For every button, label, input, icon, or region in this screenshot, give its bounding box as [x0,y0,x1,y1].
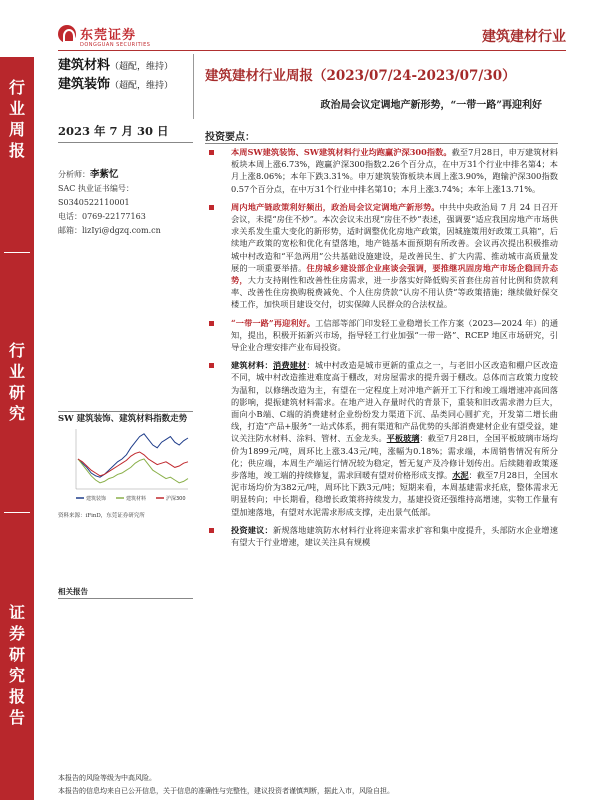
key-points [205,146,558,554]
analyst-cert-number: S0340522110001 [58,198,130,207]
series-line-1 [78,459,188,483]
sidebar-char: 研 [8,383,25,402]
related-rule [58,598,193,599]
sector-rating: （超配，维持） [110,62,174,72]
sidebar-char: 券 [8,624,25,643]
sector-name: 建筑装饰 [58,77,111,92]
sidebar-char: 业 [8,99,25,118]
sidebar-divider [4,512,30,513]
sidebar-char: 报 [8,687,25,706]
sidebar-char: 研 [8,645,25,664]
point-text: 中共中央政治局 7 月 24 日召开会议，未提“房住不炒”。本次会议未出现“房住不炒”表述，强调要“适应我国房地产市场供求关系发生重大变化的新形势，适时调整优化房地产政策，因城施策用好政策工具箱”，后续地产政策的宽松和优化有望落地，地产链基本面预期有所改善。会议再次提出积极推动城中村改造和“平急两用”公共基础设施建设，是改善民生、扩大内需、推动城市高质量发展的一项重要举措。 [231,201,558,273]
series-line-2 [78,452,188,476]
sector-rating: （超配，维持） [110,81,174,91]
point-heading: “一带一路”再迎利好。 [231,317,316,328]
topic-cement: 水泥 [452,470,469,481]
brand-logo [58,24,151,48]
sector-rating-materials [58,54,173,73]
header-rule [58,50,566,51]
point-text: 新规落地建筑防水材料行业将迎来需求扩容和集中度提升，头部防水企业增速有望大于行业增速，建议关注具有规模 [231,524,558,548]
analyst-email[interactable]: 邮箱：lizIyi@dgzq.com.cn [58,226,161,235]
point-heading: 投资建议： [231,524,273,535]
sidebar-char: 报 [8,141,25,160]
investment-rule [205,143,558,144]
chart-svg [58,425,192,505]
analyst-info [58,168,161,238]
sector-rating-decoration [58,73,173,92]
sidebar-char: 行 [8,78,25,97]
point-investment-advice [205,524,558,548]
sidebar-section-report [0,602,34,728]
report-date: 2023 年 7 月 30 日 [58,124,169,138]
point-text: 大力支持刚性和改善性住房需求，进一步落实好降低购买首套住房首付比例和贷款利率、改善性住房换购税费减免、个人住房贷款“认房不用认贷”等政策措施；继续做好保交楼工作，加快项目建设交付，切实保障人民群众的合法权益。 [231,275,558,310]
series-line-0 [78,434,188,477]
point-text: 工信部等部门印发轻工业稳增长工作方案（2023—2024 年）的通知，提出，积极开拓新兴市场，指导轻工行业加强“一带一路”、RCEP 地区市场研究，引导企业合理安排产业布局投资。 [231,317,559,353]
legend-label: 建筑装饰 [86,496,107,502]
topic-consumer-materials: 消费建材 [272,360,307,371]
chart-rule [58,411,193,412]
sidebar-char: 告 [8,708,25,727]
point-real-estate-policy [205,201,558,311]
analyst-label: 分析师： [58,170,90,179]
index-chart [58,413,192,519]
point-text: ：城中村改造是城市更新的重点之一，与老旧小区改造和棚户区改造不同，城中村改造推进难度高于棚改，对房屋需求的提升弱于棚改。总体而言政策力度较为温和，以修缮改造为主，有望在一定程度上对冲地产新开工下行和竣工端增速冲高回落的影响，提振建筑材料需求。在地产进入存量时代的背景下，重装和旧改需求潜力巨大，面向小B端、C端的消费建材企业纷纷发力渠道下沉、品类同心圆扩充，开发第二增长曲线，打造“产品+服务”一站式体系，拥有渠道和产品优势的头部消费建材企业有望受益，建议关注防水材料、涂料、管材、五金龙头。 [231,360,558,444]
date-rule [58,142,193,143]
point-building-materials [205,359,558,518]
info-source-note: 本报告的信息均来自已公开信息，关于信息的准确性与完整性，建议投资者谨慎判断，据此入市，风险自担。 [58,787,394,795]
chart-title: SW 建筑装饰、建筑材料指数走势 [58,414,188,424]
legend-label: 沪深300 [166,496,186,502]
sidebar-char: 证 [8,603,25,622]
sidebar-section-weekly [0,77,34,161]
sidebar-char: 业 [8,362,25,381]
sidebar-char: 究 [8,666,25,685]
point-belt-road [205,317,558,354]
point-market-performance [205,146,558,195]
disclaimer [58,772,394,798]
chart-source: 资料来源：iFinD，东莞证券研究所 [58,513,145,519]
point-text: 截至7月28日，申万建筑材料板块本周上涨6.73%，跑赢沪深300指数2.26个百分点，在中万31个行业中排名第4；本月上涨8.06%；本年下跌3.31%。申万建筑装饰板块本周上涨3.90%，跑输沪深300指数0.57个百分点，在中万31个行业中排名第10；本月上涨3.74%；本年上涨13.71%。 [231,147,558,194]
point-subheading: 住房城乡建设部企业座谈会强调，要推继巩固房地产市场企稳回升态势， [231,262,558,286]
point-text: ：截至7月28日，全国平板玻璃市场均价为1899元/吨，周环比上涨3.43元/吨，涨幅为0.18%；需求端，本周销售情况有所分化；供应端，本周生产端运行情况较为稳定，暂无复产及冷修计划传出。后续随着政策逐步落地，竣工端的持续修复，需求回暖有望对价格形成支撑。 [231,433,558,481]
sidebar-section-research [0,340,34,424]
topic-flat-glass: 平板玻璃 [386,433,420,444]
sidebar-char: 行 [8,341,25,360]
report-title: 建筑建材行业周报（2023/07/24-2023/07/30） [205,68,516,84]
point-text: ：截至7月28日，全国水泥市场均价为382元/吨，周环比下跌3元/吨；短期来看，本周基建需求托底，整体需求无明显转向；中长期看，稳增长政策将持续发力，基建投资还强维持高增速，实物工作量有望加速落地，有望对水泥需求形成支撑，走出景气低部。 [231,470,558,517]
point-heading: 本周SW建筑装饰、SW建筑材料行业均跑赢沪深300指数。 [231,147,452,157]
logo-mark-icon [58,25,76,43]
sidebar [0,57,34,800]
point-heading: 建筑材料： [231,360,273,371]
sidebar-divider [4,252,30,253]
legend-label: 建筑材料 [126,496,147,502]
sidebar-char: 究 [8,404,25,423]
industry-label: 建筑建材行业 [482,29,566,45]
analyst-cert-label: SAC 执业证书编号： [58,184,134,193]
sidebar-char: 周 [8,120,25,139]
analyst-phone: 电话：0769-22177163 [58,212,146,221]
point-heading: 周内地产链政策利好频出，政治局会议定调地产新形势。 [231,201,440,212]
logo-subtext: DONGGUAN SECURITIES [80,42,151,48]
analyst-name: 李紫忆 [90,169,119,180]
sector-name: 建筑材料 [58,58,111,73]
report-subtitle: 政治局会议定调地产新形势，“一带一路”再迎利好 [320,100,542,111]
logo-text: 东莞证券 [80,28,137,43]
header-divider [193,54,194,119]
risk-level-note: 本报告的风险等级为中高风险。 [58,774,156,782]
investment-heading: 投资要点： [205,132,255,143]
related-reports-label: 相关报告 [58,587,88,596]
